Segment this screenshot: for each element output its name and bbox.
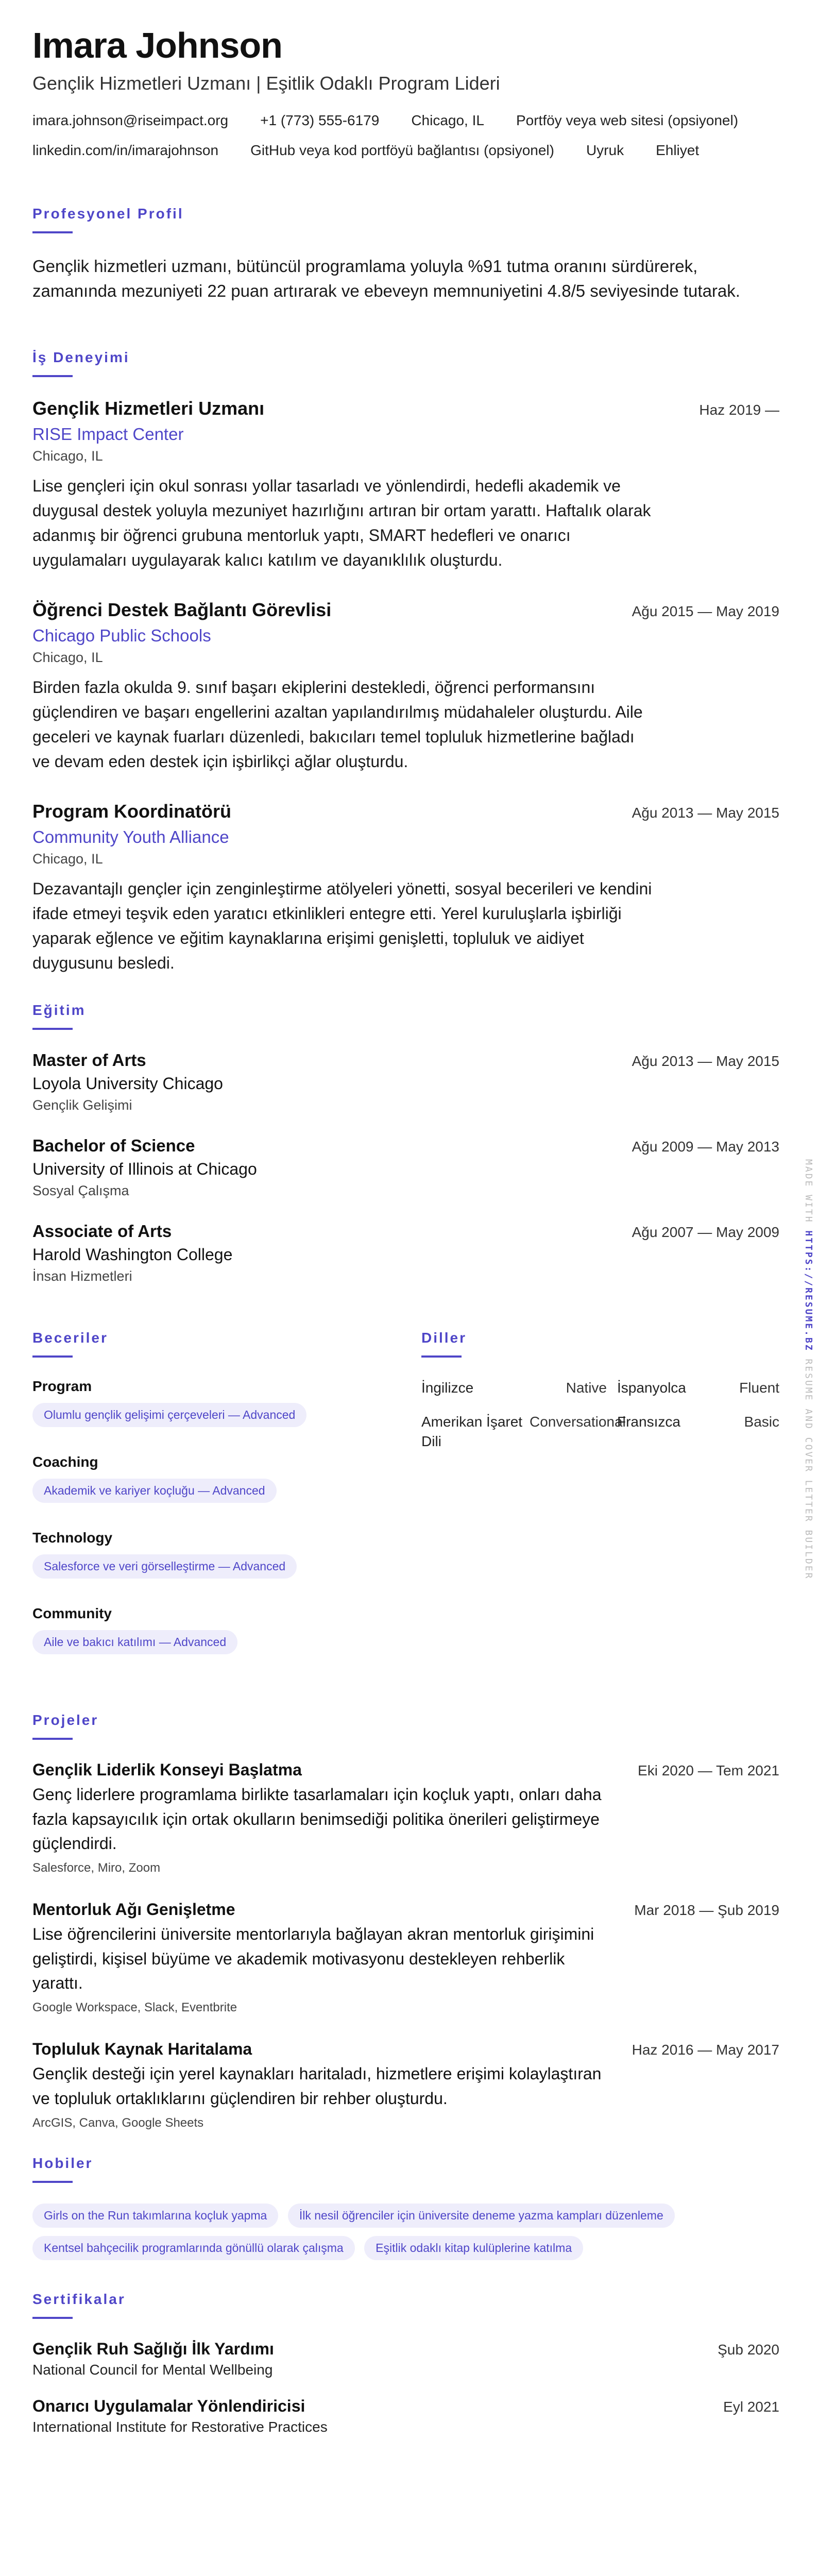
- education-school: University of Illinois at Chicago: [32, 1160, 257, 1179]
- section-title-skills: Beceriler: [32, 1330, 108, 1346]
- headline: Gençlik Hizmetleri Uzmanı | Eşitlik Odaklı Program Lideri: [32, 73, 500, 94]
- skill-group-name: Coaching: [32, 1454, 98, 1470]
- project-description: Lise öğrencilerini üniversite mentorlarıyla bağlayan akran mentorluk girişimini geliştirdi, kişisel büyüme ve akademik motivasyonu destekleyen rehberlik yarattı.: [32, 1925, 594, 1993]
- watermark-link[interactable]: HTTPS://RESUME.BZ: [803, 1230, 814, 1352]
- certification-date: Şub 2020: [718, 2342, 779, 2358]
- skill-tag: Akademik ve kariyer koçluğu — Advanced: [32, 1479, 277, 1503]
- education-degree: Bachelor of Science: [32, 1136, 195, 1156]
- certification-date: Eyl 2021: [723, 2399, 779, 2415]
- profile-summary: Gençlik hizmetleri uzmanı, bütüncül programlama yoluyla %91 tutma oranını sürdürerek, zamanında mezuniyeti 22 puan artırarak ve ebeveyn memnuniyetini 4.8/5 seviyesinde tutarak.: [32, 256, 740, 301]
- job-organization: RISE Impact Center: [32, 425, 184, 444]
- contact-location: Chicago, IL: [411, 112, 484, 128]
- job-description: Lise gençleri için okul sonrası yollar tasarladı ve yönlendirdi, hedefli akademik ve duygusal destek yoluyla mezuniyet hazırlığını artıran bir ortam yarattı. Haftalık olarak adanmış bir öğrenci grubuna mentorluk yaptı, SMART hedefleri ve onarıcı uygulamaları uygulayarak kalıcı katılım ve dayanıklılık oluşturdu.: [32, 477, 651, 570]
- project-date: Haz 2016 — May 2017: [632, 2042, 779, 2058]
- language-level: Conversational: [530, 1414, 626, 1430]
- section-divider: [32, 1028, 73, 1030]
- job-date: Haz 2019 —: [699, 402, 779, 418]
- job-description: Dezavantajlı gençler için zenginleştirme atölyeleri yönetti, sosyal becerileri ve kendini ifade etmeyi teşvik eden yaratıcı etkinlikleri entegre etti. Yerel kuruluşlarla işbirliği yaparak eğlence ve eğitim kaynaklarına erişimi genişletti, topluluk ve aidiyet duygusunu besledi.: [32, 879, 652, 973]
- education-date: Ağu 2013 — May 2015: [632, 1053, 779, 1070]
- skill-group: [32, 1454, 421, 1511]
- contact-linkedin[interactable]: linkedin.com/in/imarajohnson: [32, 142, 219, 158]
- section-divider: [421, 1355, 462, 1358]
- project-description: Genç liderlere programlama birlikte tasarlamaları için koçluk yaptı, onları daha fazla kapsayıcılık için ortak okulların benimsediği politika önerileri geliştirmeye güçlendirdi.: [32, 1785, 602, 1853]
- resume-page: [32, 26, 779, 2454]
- job-entry: [32, 599, 779, 774]
- hobby-tag: Kentsel bahçecilik programlarında gönüllü olarak çalışma: [32, 2236, 355, 2260]
- skill-group: [32, 1605, 421, 1663]
- language-name: Fransızca: [617, 1414, 680, 1430]
- watermark-prefix: MADE WITH: [803, 1159, 814, 1224]
- skills-languages-row: [32, 1307, 779, 1681]
- certification-entry: [32, 2340, 779, 2378]
- education-field: Sosyal Çalışma: [32, 1183, 129, 1199]
- section-divider: [32, 231, 73, 233]
- language-name: Amerikan İşaret Dili: [421, 1414, 523, 1449]
- section-divider: [32, 375, 73, 377]
- education-field: Gençlik Gelişimi: [32, 1097, 132, 1113]
- project-entry: [32, 1900, 779, 2015]
- job-organization: Chicago Public Schools: [32, 626, 211, 646]
- job-date: Ağu 2015 — May 2019: [632, 603, 779, 620]
- skill-group-name: Program: [32, 1378, 92, 1395]
- language-name: İspanyolca: [617, 1380, 686, 1396]
- skills-column: [32, 1307, 421, 1681]
- language-level: Fluent: [739, 1380, 779, 1396]
- skill-group: [32, 1530, 421, 1587]
- project-description: Gençlik desteği için yerel kaynakları haritaladı, hizmetlere erişimi kolaylaştıran ve topluluk ortaklıklarını güçlendiren bir rehber oluşturdu.: [32, 2064, 602, 2108]
- section-title-certifications: Sertifikalar: [32, 2291, 126, 2308]
- section-title-experience: İş Deneyimi: [32, 349, 130, 366]
- hobby-tag: Eşitlik odaklı kitap kulüplerine katılma: [364, 2236, 583, 2260]
- contact-email[interactable]: imara.johnson@riseimpact.org: [32, 112, 229, 128]
- education-date: Ağu 2009 — May 2013: [632, 1139, 779, 1155]
- section-divider: [32, 2317, 73, 2319]
- project-entry: [32, 1760, 779, 1875]
- language-level: Native: [566, 1380, 607, 1396]
- project-tools: Google Workspace, Slack, Eventbrite: [32, 2001, 237, 2015]
- contact-license: Ehliyet: [656, 142, 700, 158]
- skill-tag: Olumlu gençlik gelişimi çerçeveleri — Advanced: [32, 1403, 306, 1427]
- section-title-projects: Projeler: [32, 1712, 99, 1728]
- job-location: Chicago, IL: [32, 448, 103, 464]
- skill-group-name: Technology: [32, 1530, 113, 1546]
- job-location: Chicago, IL: [32, 851, 103, 867]
- contact-phone[interactable]: +1 (773) 555-6179: [260, 112, 380, 128]
- job-location: Chicago, IL: [32, 650, 103, 666]
- project-date: Mar 2018 — Şub 2019: [634, 1902, 779, 1919]
- section-divider: [32, 1738, 73, 1740]
- language-level: Basic: [744, 1414, 779, 1430]
- education-entry: [32, 1222, 779, 1284]
- section-title-languages: Diller: [421, 1330, 467, 1346]
- skill-group-name: Community: [32, 1605, 112, 1622]
- job-entry: [32, 398, 779, 572]
- job-title: Gençlik Hizmetleri Uzmanı: [32, 398, 265, 419]
- language-list: [421, 1378, 779, 1451]
- contact-portfolio[interactable]: Portföy veya web sitesi (opsiyonel): [516, 112, 739, 128]
- project-tools: ArcGIS, Canva, Google Sheets: [32, 2116, 204, 2130]
- project-title: Topluluk Kaynak Haritalama: [32, 2040, 252, 2059]
- skill-tag: Salesforce ve veri görselleştirme — Advanced: [32, 1554, 297, 1579]
- project-entry: [32, 2040, 779, 2130]
- contact-github[interactable]: GitHub veya kod portföyü bağlantısı (opsiyonel): [250, 142, 554, 158]
- project-tools: Salesforce, Miro, Zoom: [32, 1861, 161, 1875]
- project-date: Eki 2020 — Tem 2021: [638, 1762, 779, 1779]
- skill-tag: Aile ve bakıcı katılımı — Advanced: [32, 1630, 237, 1654]
- education-school: Loyola University Chicago: [32, 1074, 223, 1093]
- education-date: Ağu 2007 — May 2009: [632, 1224, 779, 1241]
- certification-title: Gençlik Ruh Sağlığı İlk Yardımı: [32, 2340, 274, 2359]
- section-title-profile: Profesyonel Profil: [32, 205, 184, 222]
- job-description: Birden fazla okulda 9. sınıf başarı ekiplerini destekledi, öğrenci performansını güçlendiren ve başarı engellerini azaltan yapılandırılmış müdahaleler oluşturdu. Aile geceleri ve kaynak fuarları düzenledi, bakıcıları temel topluluk hizmetlerine bağladı ve devam eden destek için işbirlikçi ağlar oluşturdu.: [32, 678, 643, 771]
- hobby-tag: İlk nesil öğrenciler için üniversite deneme yazma kampları düzenleme: [288, 2204, 675, 2228]
- contact-nationality: Uyruk: [586, 142, 624, 158]
- section-divider: [32, 1355, 73, 1358]
- project-title: Mentorluk Ağı Genişletme: [32, 1900, 235, 1919]
- job-title: Öğrenci Destek Bağlantı Görevlisi: [32, 599, 332, 621]
- job-title: Program Koordinatörü: [32, 801, 232, 822]
- watermark-suffix: RESUME AND COVER LETTER BUILDER: [803, 1359, 814, 1580]
- education-field: İnsan Hizmetleri: [32, 1268, 132, 1284]
- candidate-name: Imara Johnson: [32, 25, 282, 65]
- builder-watermark[interactable]: [798, 1159, 814, 1580]
- section-divider: [32, 2181, 73, 2183]
- certification-entry: [32, 2397, 779, 2435]
- languages-column: [421, 1307, 779, 1681]
- education-degree: Associate of Arts: [32, 1222, 172, 1241]
- hobby-list: [32, 2204, 779, 2268]
- education-degree: Master of Arts: [32, 1050, 146, 1070]
- contact-list: [32, 111, 779, 160]
- section-title-education: Eğitim: [32, 1002, 86, 1019]
- language-name: İngilizce: [421, 1380, 474, 1396]
- hobby-tag: Girls on the Run takımlarına koçluk yapma: [32, 2204, 278, 2228]
- skill-group: [32, 1378, 421, 1435]
- education-school: Harold Washington College: [32, 1245, 233, 1264]
- education-entry: [32, 1050, 779, 1113]
- certification-title: Onarıcı Uygulamalar Yönlendiricisi: [32, 2397, 305, 2416]
- certification-issuer: International Institute for Restorative Practices: [32, 2419, 328, 2435]
- section-title-hobbies: Hobiler: [32, 2155, 93, 2172]
- project-title: Gençlik Liderlik Konseyi Başlatma: [32, 1760, 302, 1780]
- job-entry: [32, 801, 779, 975]
- education-entry: [32, 1136, 779, 1199]
- job-organization: Community Youth Alliance: [32, 827, 229, 847]
- certification-issuer: National Council for Mental Wellbeing: [32, 2362, 273, 2378]
- job-date: Ağu 2013 — May 2015: [632, 805, 779, 821]
